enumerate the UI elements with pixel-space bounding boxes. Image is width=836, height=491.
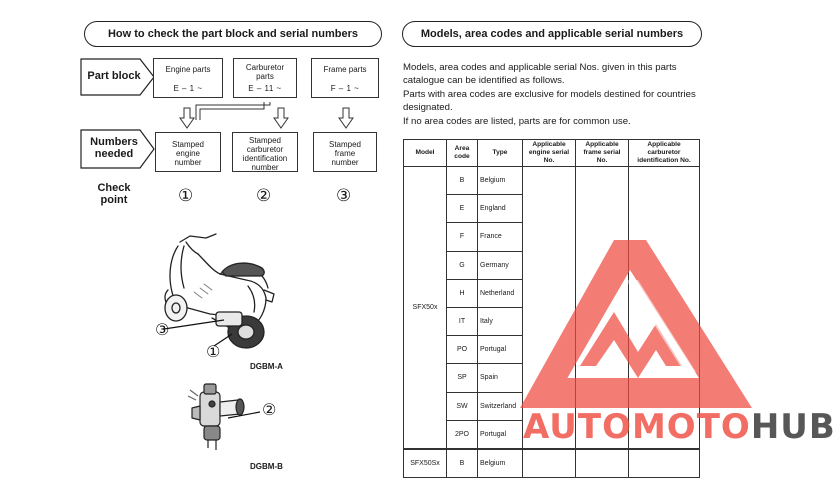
number-box-frame — [313, 132, 377, 172]
type-cell: England — [478, 195, 523, 223]
type-cell: Portugal — [478, 336, 523, 364]
area-code-cell: H — [447, 279, 478, 307]
number-box-carburetor-text: Stamped carburetor identification number — [242, 136, 288, 172]
area-code-cell: SW — [447, 392, 478, 420]
number-box-engine — [155, 132, 221, 172]
type-cell: France — [478, 223, 523, 251]
type-cell: Switzerland — [478, 392, 523, 420]
type-cell: Spain — [478, 364, 523, 392]
area-code-cell: B — [447, 167, 478, 195]
header-model: Model — [404, 140, 447, 167]
part-box-carburetor-code: E – 11 ~ — [248, 84, 282, 93]
carburetor-id-cell — [629, 449, 700, 478]
area-code-cell: IT — [447, 307, 478, 335]
check-mark-2: ② — [256, 186, 272, 206]
flow-arrows — [150, 100, 390, 132]
carburetor-illustration — [186, 380, 286, 460]
part-box-engine-code: E – 1 ~ — [173, 84, 203, 93]
type-cell: Italy — [478, 307, 523, 335]
engine-serial-cell — [523, 449, 576, 478]
part-box-frame — [311, 58, 379, 98]
part-box-engine-label: Engine parts — [165, 65, 211, 74]
type-cell: Belgium — [478, 449, 523, 478]
frame-serial-cell — [576, 449, 629, 478]
number-box-engine-text: Stamped engine number — [171, 140, 205, 167]
intro-paragraph-3: If no area codes are listed, parts are for common use. — [403, 115, 631, 127]
check-mark-1: ① — [178, 186, 194, 206]
part-box-engine — [153, 58, 223, 98]
left-title-text: How to check the part block and serial numbers — [107, 28, 358, 40]
header-type: Type — [478, 140, 523, 167]
area-code-cell: G — [447, 251, 478, 279]
table-row — [404, 167, 700, 195]
part-box-carburetor — [233, 58, 297, 98]
model-cell-sfx50x: SFX50x — [404, 167, 447, 449]
figure-b-callout-2: ② — [262, 400, 277, 419]
type-cell: Germany — [478, 251, 523, 279]
type-cell: Belgium — [478, 167, 523, 195]
number-box-carburetor — [232, 132, 298, 172]
check-mark-3: ③ — [336, 186, 352, 206]
figure-a-callout-3: ③ — [155, 320, 170, 339]
figure-b-caption: DGBM-B — [250, 462, 283, 471]
watermark-logo-mark — [520, 228, 760, 424]
part-box-carburetor-label: Carburetor parts — [245, 63, 285, 81]
area-code-cell: E — [447, 195, 478, 223]
model-cell-sfx50sx: SFX50Sx — [404, 449, 447, 478]
area-code-cell: 2PO — [447, 420, 478, 449]
right-title-text: Models, area codes and applicable serial numbers — [420, 28, 684, 40]
header-carburetor-id: Applicable carburetor identification No. — [629, 140, 700, 167]
header-frame-serial: Applicable frame serial No. — [576, 140, 629, 167]
intro-paragraph-1: Models, area codes and applicable serial Nos. given in this parts catalogue can be identified as follows. — [403, 62, 677, 87]
type-cell: Portugal — [478, 420, 523, 449]
table-row — [404, 449, 700, 478]
area-code-cell: PO — [447, 336, 478, 364]
row-label-numbers-needed: Numbers needed — [90, 136, 138, 160]
header-engine-serial: Applicable engine serial No. — [523, 140, 576, 167]
part-box-frame-code: F – 1 ~ — [330, 84, 360, 93]
watermark-text-hub: HUB — [750, 407, 836, 447]
right-section-title — [402, 21, 702, 47]
part-box-frame-label: Frame parts — [323, 65, 367, 74]
header-area-code: Area code — [447, 140, 478, 167]
area-code-cell: SP — [447, 364, 478, 392]
figure-a-callout-1: ① — [206, 342, 221, 361]
watermark-text-automoto: AUTOMOTO — [523, 407, 751, 447]
row-label-part-block: Part block — [87, 70, 141, 82]
type-cell: Netherland — [478, 279, 523, 307]
table-header-row — [404, 140, 700, 167]
figure-a-caption: DGBM-A — [250, 362, 283, 371]
intro-paragraphs — [403, 61, 703, 128]
area-code-cell: B — [447, 449, 478, 478]
left-section-title — [84, 21, 382, 47]
area-code-cell: F — [447, 223, 478, 251]
row-label-check-point: Check point — [97, 182, 131, 206]
number-box-frame-text: Stamped frame number — [328, 140, 362, 167]
watermark-wordmark — [523, 407, 836, 447]
intro-paragraph-2: Parts with area codes are exclusive for models destined for countries designated. — [403, 88, 696, 114]
